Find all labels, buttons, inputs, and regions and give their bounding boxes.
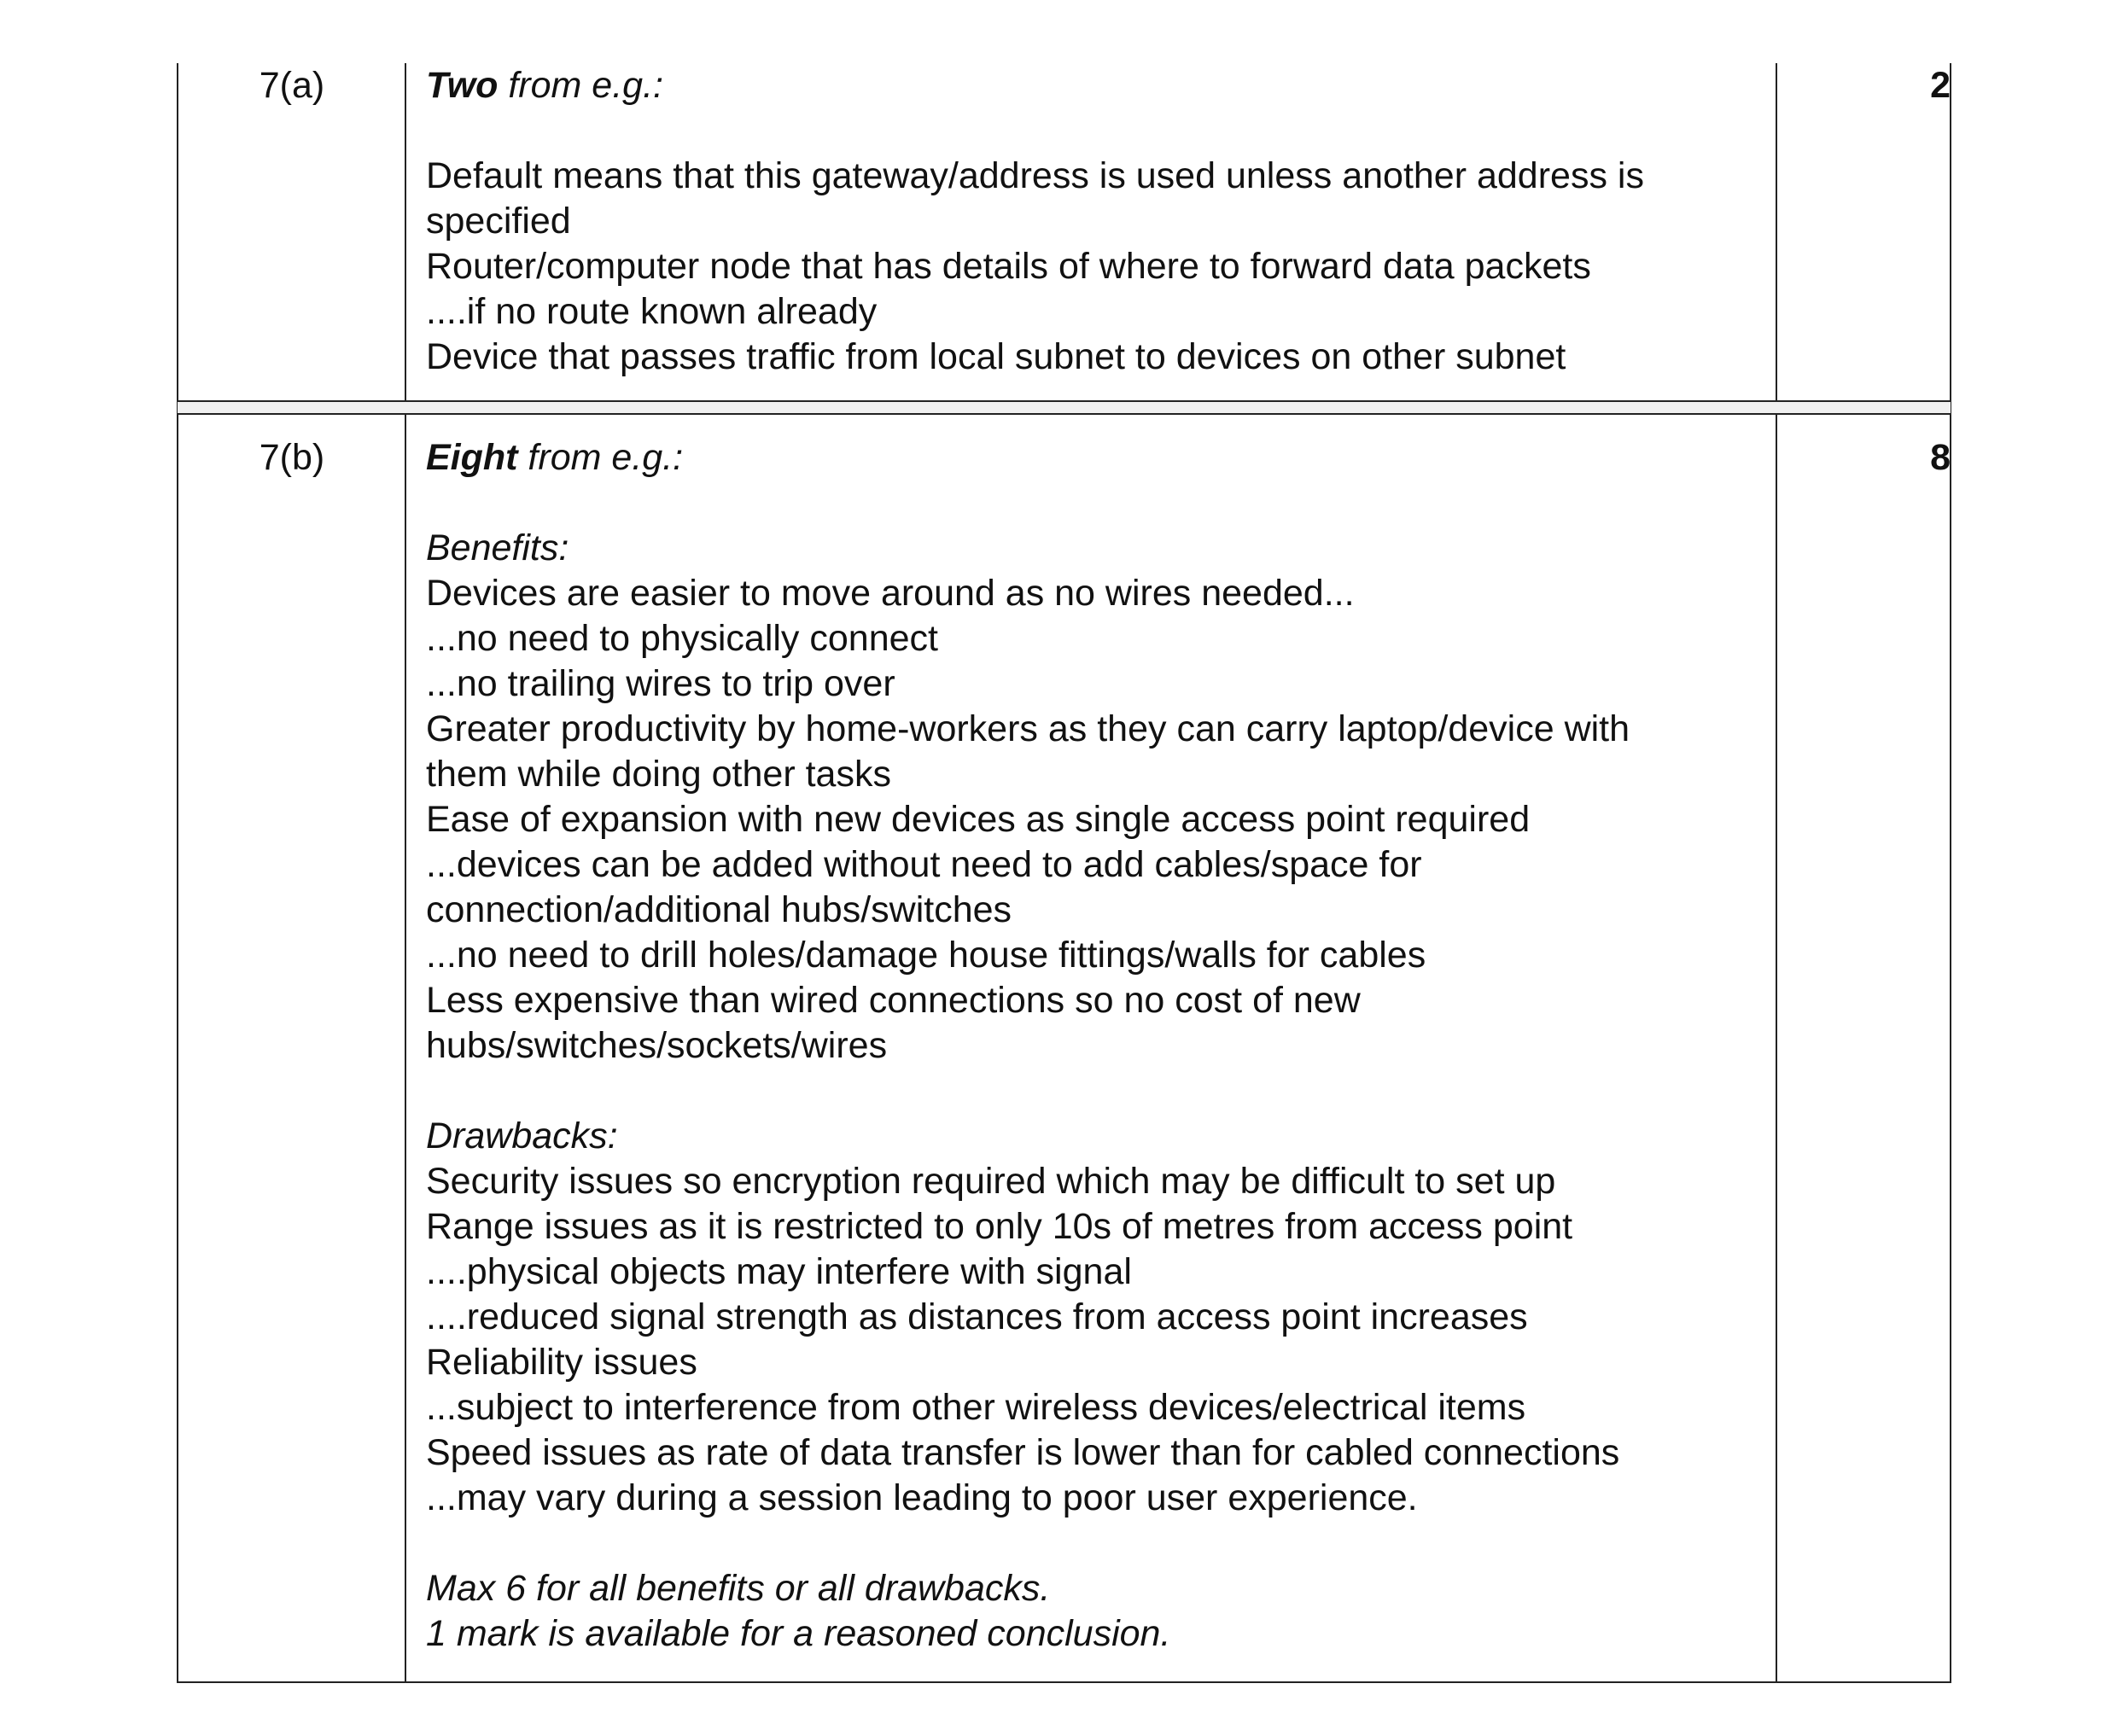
marks-7b: 8 — [1930, 437, 1951, 478]
benefit-line: ...no trailing wires to trip over — [426, 663, 895, 704]
drawback-line: ....reduced signal strength as distances from access point increases — [426, 1296, 1528, 1337]
answer-7b-lead-rest: from e.g.: — [517, 437, 684, 478]
benefit-line: Less expensive than wired connections so no cost of new — [426, 980, 1361, 1021]
benefit-line: ...devices can be added without need to add cables/space for — [426, 844, 1422, 885]
drawback-line: Range issues as it is restricted to only 10s of metres from access point — [426, 1206, 1573, 1247]
benefit-line: them while doing other tasks — [426, 754, 891, 795]
answer-7b — [426, 435, 1766, 1657]
drawback-line: Speed issues as rate of data transfer is lower than for cabled connections — [426, 1432, 1620, 1473]
drawback-line: Security issues so encryption required which may be difficult to set up — [426, 1161, 1556, 1202]
answer-7b-lead-bold: Eight — [426, 437, 518, 478]
row-separator-top — [177, 400, 1951, 402]
answer-7a-lead-rest: from e.g.: — [498, 65, 663, 106]
marks-7a: 2 — [1930, 65, 1951, 106]
answer-7a-lead-bold: Two — [426, 65, 499, 106]
table-border-right — [1950, 63, 1951, 1683]
row-separator-bottom — [177, 413, 1951, 415]
table-border-left — [177, 63, 178, 1683]
benefit-line: ...no need to physically connect — [426, 618, 938, 659]
answer-7b-lead — [426, 435, 1766, 481]
benefit-line: Devices are easier to move around as no wires needed... — [426, 573, 1355, 614]
drawback-line: Reliability issues — [426, 1342, 697, 1383]
drawback-line: ...may vary during a session leading to poor user experience. — [426, 1477, 1418, 1518]
row-separator-band — [178, 400, 1951, 414]
answer-7a-line: ....if no route known already — [426, 291, 878, 332]
table-border-bottom — [177, 1681, 1951, 1683]
table-border-col1 — [405, 63, 406, 1683]
question-number-7a: 7(a) — [259, 65, 325, 106]
answer-7a-line: Device that passes traffic from local subnet to devices on other subnet — [426, 336, 1566, 377]
drawback-line: ...subject to interference from other wireless devices/electrical items — [426, 1387, 1526, 1428]
benefit-line: connection/additional hubs/switches — [426, 889, 1012, 930]
answer-7a-line: Default means that this gateway/address is used unless another address is — [426, 155, 1644, 196]
benefit-line: Ease of expansion with new devices as single access point required — [426, 799, 1531, 840]
answer-7a-line: specified — [426, 201, 571, 242]
answer-7a-lead — [426, 63, 1766, 108]
benefit-line: Greater productivity by home-workers as they can carry laptop/device with — [426, 708, 1630, 749]
table-border-col2 — [1776, 63, 1777, 1683]
question-number-7b: 7(b) — [259, 437, 325, 478]
answer-7a-line: Router/computer node that has details of where to forward data packets — [426, 246, 1591, 287]
marking-note: 1 mark is available for a reasoned conclusion. — [426, 1613, 1171, 1654]
benefit-line: ...no need to drill holes/damage house fittings/walls for cables — [426, 935, 1426, 976]
benefit-line: hubs/switches/sockets/wires — [426, 1025, 888, 1066]
marking-note: Max 6 for all benefits or all drawbacks. — [426, 1568, 1051, 1609]
benefits-heading: Benefits: — [426, 527, 569, 568]
drawbacks-heading: Drawbacks: — [426, 1116, 618, 1156]
answer-7a — [426, 63, 1766, 380]
drawback-line: ....physical objects may interfere with signal — [426, 1251, 1132, 1292]
